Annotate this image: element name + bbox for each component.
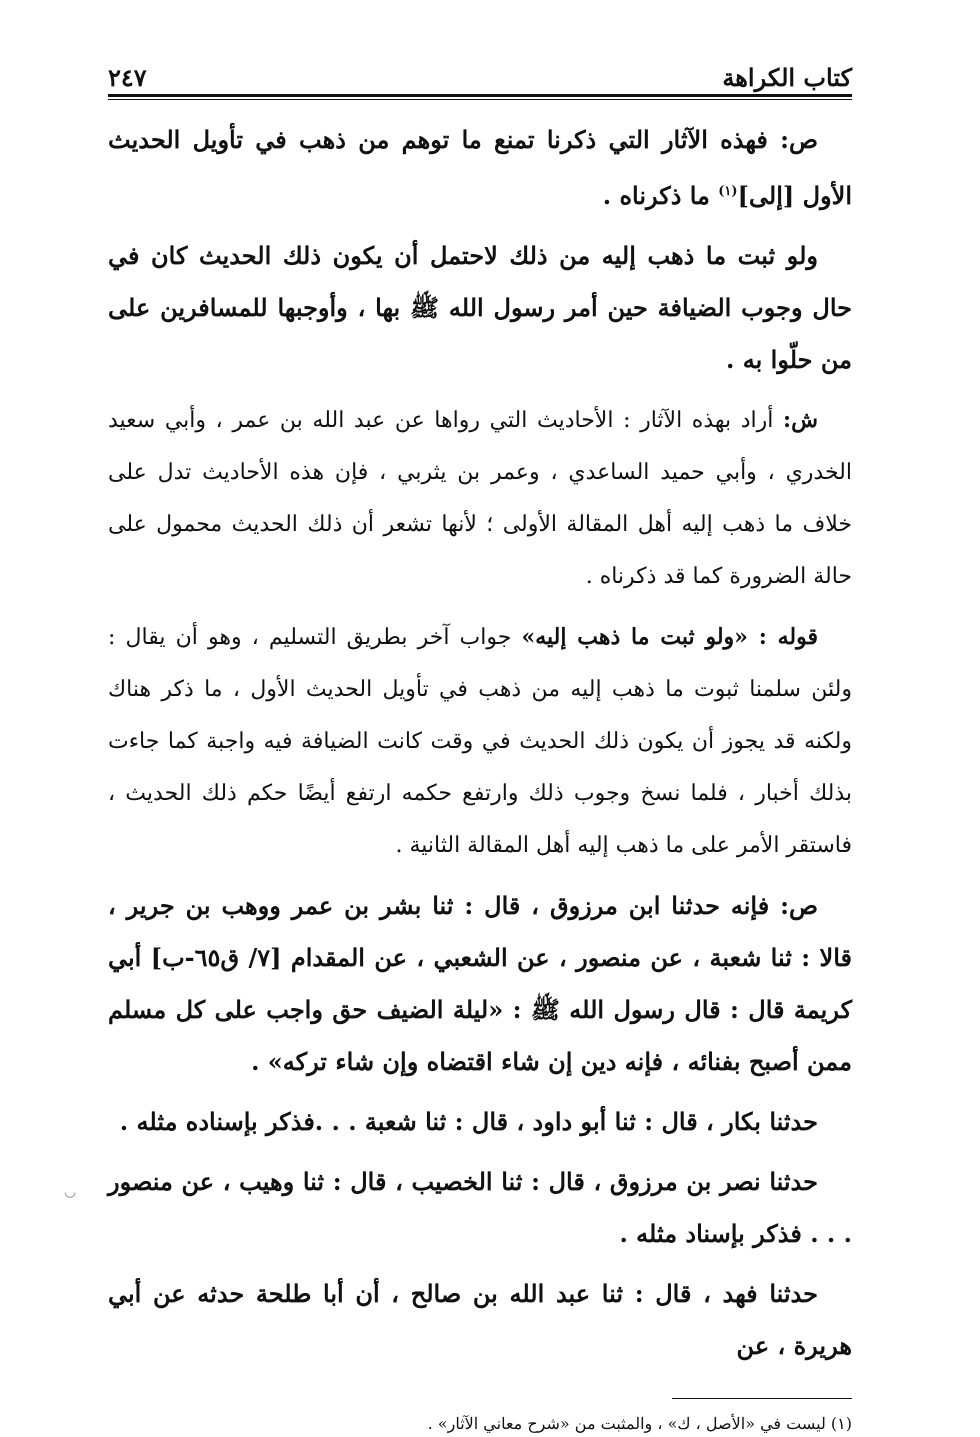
paragraph-1 — [108, 114, 852, 222]
paragraph-text: جواب آخر بطريق التسليم ، وهو أن يقال : ولئن سلمنا ثبوت ما ذهب إليه من ذهب في تأويل الحديث الأول ، ما ذكر هناك ولكنه قد يجوز أن يكون ذلك الحديث في وقت كانت الضيافة فيه واجبة كما جاءت بذلك أخبار ، فلما نسخ وجوب ذلك وارتفع حكمه ارتفع أيضًا حكم ذلك الحديث ، فاستقر الأمر على ما ذهب إليه أهل المقالة الثانية . — [108, 625, 852, 858]
paragraph-text: حدثنا بكار ، قال : ثنا أبو داود ، قال : ثنا شعبة . . .فذكر بإسناده مثله . — [119, 1107, 818, 1136]
page-header — [108, 48, 852, 92]
paragraph-text: حدثنا نصر بن مرزوق ، قال : ثنا الخصيب ، قال : ثنا وهيب ، عن منصور . . . فذكر بإسناد مثله . — [108, 1167, 852, 1248]
chapter-title: كتاب الكراهة — [722, 63, 852, 92]
paragraph-tail: ما ذكرناه . — [602, 181, 710, 210]
footnote-reference: (١) — [718, 184, 738, 199]
paragraph-2 — [108, 230, 852, 386]
paragraph-text: حدثنا فهد ، قال : ثنا عبد الله بن صالح ، أن أبا طلحة حدثه عن أبي هريرة ، عن — [108, 1279, 852, 1360]
paragraph-7 — [108, 1156, 852, 1260]
paragraph-5 — [108, 880, 852, 1088]
paragraph-8 — [108, 1268, 852, 1372]
margin-mark-icon: ◡ — [64, 1184, 77, 1200]
paragraph-text: ولو ثبت ما ذهب إليه من ذلك لاحتمل أن يكون ذلك الحديث كان في حال وجوب الضيافة حين أمر رسول الله ﷺ بها ، وأوجبها للمسافرين على من حلّوا به . — [108, 241, 852, 374]
paragraph-label: ص: — [780, 891, 818, 920]
paragraph-4 — [108, 611, 852, 872]
paragraph-6 — [108, 1096, 852, 1148]
page-number: ٢٤٧ — [108, 63, 147, 92]
paragraph-3 — [108, 394, 852, 603]
paragraph-text: فهذه الآثار التي ذكرنا تمنع ما توهم من ذهب في تأويل الحديث الأول [إلى] — [108, 125, 852, 210]
header-divider — [108, 94, 852, 100]
footnote: (١) ليست في «الأصل ، ك» ، والمثبت من «شرح معاني الآثار» . — [427, 1414, 852, 1433]
footnote-divider — [672, 1398, 852, 1399]
document-page — [108, 48, 852, 1437]
paragraph-label: قوله : «ولو ثبت ما ذهب إليه» — [521, 624, 818, 650]
paragraph-text: أراد بهذه الآثار : الأحاديث التي رواها عن عبد الله بن عمر ، وأبي سعيد الخدري ، وأبي حميد الساعدي ، وعمر بن يثربي ، فإن هذه الأحاديث تدل على خلاف ما ذهب إليه أهل المقالة الأولى ؛ لأنها تشعر أن ذلك الحديث محمول على حالة الضرورة كما قد ذكرناه . — [108, 408, 852, 589]
paragraph-label: ش: — [783, 407, 818, 433]
paragraph-text: فإنه حدثنا ابن مرزوق ، قال : ثنا بشر بن عمر ووهب بن جرير ، قالا : ثنا شعبة ، عن منصور ، عن الشعبي ، عن المقدام [٧/ ق٦٥-ب] أبي كريمة قال : قال رسول الله ﷺ : «ليلة الضيف حق واجب على كل مسلم ممن أصبح بفنائه ، فإنه دين إن شاء اقتضاه وإن شاء تركه» . — [108, 891, 853, 1076]
paragraph-label: ص: — [780, 125, 818, 154]
